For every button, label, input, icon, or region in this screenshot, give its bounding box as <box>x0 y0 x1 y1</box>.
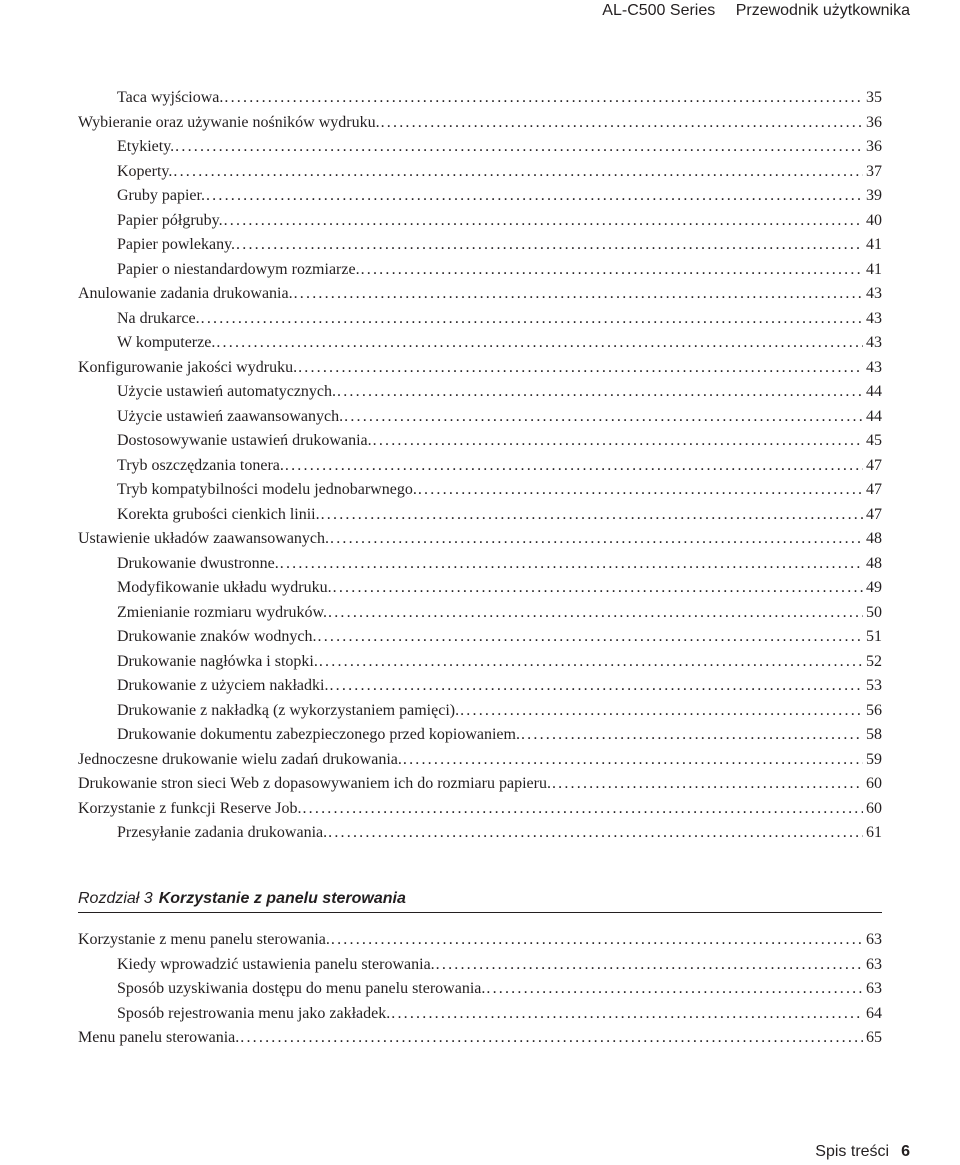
toc-entry[interactable] <box>78 928 882 953</box>
toc-entry-title: Konfigurowanie jakości wydruku. <box>78 358 298 376</box>
toc-leader-dots <box>329 674 863 699</box>
toc-leader-dots <box>294 282 863 307</box>
toc-entry-page: 61 <box>866 824 882 841</box>
toc-entry-title: Drukowanie stron sieci Web z dopasowywaniem ich do rozmiaru papieru. <box>78 775 551 792</box>
toc-leader-dots <box>333 576 863 601</box>
toc-entry-page: 47 <box>866 456 882 474</box>
toc-entry-page: 36 <box>866 138 882 155</box>
toc-entry-title: Drukowanie nagłówka i stopki. <box>117 652 318 670</box>
toc-entry-page: 59 <box>866 750 882 768</box>
toc-leader-dots <box>318 625 864 650</box>
toc-entry-title: Drukowanie znaków wodnych. <box>117 628 317 645</box>
toc-entry-page: 50 <box>866 603 882 621</box>
toc-entry-page: 47 <box>866 505 882 523</box>
toc-leader-dots <box>280 552 863 577</box>
toc-entry[interactable] <box>78 650 882 675</box>
toc-entry[interactable] <box>78 625 882 650</box>
toc-entry-title: Tryb oszczędzania tonera. <box>117 456 284 474</box>
toc-entry-page: 39 <box>866 187 882 204</box>
toc-entry[interactable] <box>78 953 882 978</box>
toc-entry-title: Na drukarce. <box>117 309 200 327</box>
toc-entry[interactable] <box>78 977 882 1002</box>
toc-leader-dots <box>240 1026 863 1051</box>
toc-leader-dots <box>224 209 863 234</box>
toc-entry[interactable] <box>78 527 882 552</box>
toc-entry-page: 60 <box>866 775 882 792</box>
toc-entry-title: Taca wyjściowa. <box>117 89 224 106</box>
toc-leader-dots <box>330 527 863 552</box>
toc-entry[interactable] <box>78 699 882 724</box>
toc-entry[interactable] <box>78 209 882 234</box>
toc-leader-dots <box>403 748 863 773</box>
toc-entry[interactable] <box>78 1026 882 1051</box>
chapter-title: Korzystanie z panelu sterowania <box>158 890 406 907</box>
toc-leader-dots <box>173 160 863 185</box>
toc-entry[interactable] <box>78 429 882 454</box>
toc-leader-dots <box>224 86 863 111</box>
toc-entry-title: Użycie ustawień zaawansowanych. <box>117 407 344 425</box>
product-name: AL-C500 Series <box>602 2 716 19</box>
toc-entry[interactable] <box>78 723 882 748</box>
toc-entry-page: 44 <box>866 383 882 400</box>
toc-entry-title: Ustawienie układów zaawansowanych. <box>78 530 330 547</box>
toc-entry[interactable] <box>78 380 882 405</box>
toc-entry-page: 41 <box>866 260 882 278</box>
toc-entry-title: Korzystanie z funkcji Reserve Job. <box>78 799 302 817</box>
toc-entry-title: Korzystanie z menu panelu sterowania. <box>78 931 330 948</box>
toc-leader-dots <box>337 380 863 405</box>
toc-entry-page: 51 <box>866 628 882 645</box>
table-of-contents <box>78 86 882 846</box>
toc-entry-title: Sposób rejestrowania menu jako zakładek. <box>117 1004 391 1022</box>
toc-leader-dots <box>331 928 863 953</box>
toc-leader-dots <box>328 821 863 846</box>
toc-entry-page: 47 <box>866 481 882 498</box>
toc-leader-dots <box>486 977 863 1002</box>
toc-entry[interactable] <box>78 576 882 601</box>
toc-entry-page: 63 <box>866 931 882 948</box>
toc-entry[interactable] <box>78 307 882 332</box>
toc-entry-title: W komputerze. <box>117 334 216 351</box>
toc-entry-title: Papier półgruby. <box>117 211 223 229</box>
table-of-contents-chapter-3 <box>78 928 882 1051</box>
toc-entry[interactable] <box>78 772 882 797</box>
toc-entry-page: 37 <box>866 162 882 180</box>
toc-entry-page: 52 <box>866 652 882 670</box>
toc-entry-title: Użycie ustawień automatycznych. <box>117 383 337 400</box>
toc-entry-title: Modyfikowanie układu wydruku. <box>117 579 332 596</box>
toc-entry-page: 36 <box>866 113 882 131</box>
toc-entry-page: 48 <box>866 530 882 547</box>
toc-entry-page: 48 <box>866 554 882 572</box>
toc-entry-page: 43 <box>866 285 882 302</box>
toc-entry[interactable] <box>78 503 882 528</box>
toc-leader-dots <box>321 503 863 528</box>
toc-entry[interactable] <box>78 86 882 111</box>
toc-entry[interactable] <box>78 356 882 381</box>
toc-entry-title: Drukowanie dwustronne. <box>117 554 279 572</box>
toc-entry-title: Koperty. <box>117 162 173 180</box>
toc-entry-title: Kiedy wprowadzić ustawienia panelu sterowania. <box>117 955 435 973</box>
toc-entry[interactable] <box>78 233 882 258</box>
toc-entry[interactable] <box>78 405 882 430</box>
toc-leader-dots <box>328 601 863 626</box>
toc-leader-dots <box>436 953 863 978</box>
toc-leader-dots <box>302 797 863 822</box>
toc-entry[interactable] <box>78 748 882 773</box>
toc-entry-title: Tryb kompatybilności modelu jednobarwnego. <box>117 481 417 498</box>
toc-entry-page: 65 <box>866 1029 882 1046</box>
chapter-heading <box>78 886 882 913</box>
chapter-label: Rozdział 3 <box>78 890 153 907</box>
toc-entry-page: 64 <box>866 1004 882 1022</box>
toc-entry-title: Dostosowywanie ustawień drukowania. <box>117 432 372 449</box>
toc-entry-page: 58 <box>866 726 882 743</box>
toc-leader-dots <box>418 478 863 503</box>
guide-title: Przewodnik użytkownika <box>735 2 910 19</box>
toc-entry-page: 43 <box>866 334 882 351</box>
toc-leader-dots <box>175 135 863 160</box>
toc-leader-dots <box>552 772 863 797</box>
toc-entry-page: 45 <box>866 432 882 449</box>
toc-leader-dots <box>201 307 863 332</box>
toc-entry-page: 40 <box>866 211 882 229</box>
toc-entry-page: 63 <box>866 955 882 973</box>
toc-entry[interactable] <box>78 454 882 479</box>
toc-leader-dots <box>344 405 863 430</box>
toc-entry-title: Drukowanie dokumentu zabezpieczonego przed kopiowaniem. <box>117 726 520 743</box>
toc-entry[interactable] <box>78 135 882 160</box>
toc-entry-title: Menu panelu sterowania. <box>78 1029 240 1046</box>
toc-entry-page: 35 <box>866 89 882 106</box>
toc-leader-dots <box>460 699 863 724</box>
toc-entry-page: 53 <box>866 677 882 694</box>
toc-leader-dots <box>319 650 863 675</box>
toc-entry[interactable] <box>78 111 882 136</box>
toc-entry[interactable] <box>78 258 882 283</box>
toc-entry[interactable] <box>78 821 882 846</box>
toc-leader-dots <box>391 1002 863 1027</box>
toc-entry-page: 41 <box>866 236 882 253</box>
toc-entry-page: 60 <box>866 799 882 817</box>
toc-entry[interactable] <box>78 282 882 307</box>
footer-section: Spis treści <box>815 1143 890 1160</box>
toc-entry[interactable] <box>78 478 882 503</box>
toc-entry[interactable] <box>78 797 882 822</box>
toc-entry-page: 43 <box>866 309 882 327</box>
toc-entry-title: Papier o niestandardowym rozmiarze. <box>117 260 360 278</box>
toc-entry[interactable] <box>78 674 882 699</box>
toc-leader-dots <box>206 184 863 209</box>
toc-entry-page: 63 <box>866 980 882 997</box>
toc-entry[interactable] <box>78 184 882 209</box>
toc-entry-title: Korekta grubości cienkich linii. <box>117 505 320 523</box>
toc-leader-dots <box>298 356 863 381</box>
page-footer <box>815 1140 910 1164</box>
toc-entry-title: Przesyłanie zadania drukowania. <box>117 824 328 841</box>
toc-entry-page: 44 <box>866 407 882 425</box>
toc-leader-dots <box>216 331 863 356</box>
toc-entry-page: 56 <box>866 701 882 719</box>
toc-entry-title: Drukowanie z nakładką (z wykorzystaniem pamięci). <box>117 701 460 719</box>
toc-entry-page: 49 <box>866 579 882 596</box>
toc-entry-page: 43 <box>866 358 882 376</box>
toc-entry-title: Jednoczesne drukowanie wielu zadań drukowania. <box>78 750 402 768</box>
toc-entry-title: Etykiety. <box>117 138 175 155</box>
toc-entry-title: Drukowanie z użyciem nakładki. <box>117 677 329 694</box>
toc-entry-title: Sposób uzyskiwania dostępu do menu panelu sterowania. <box>117 980 486 997</box>
toc-leader-dots <box>236 233 863 258</box>
toc-entry[interactable] <box>78 601 882 626</box>
toc-leader-dots <box>373 429 863 454</box>
toc-entry[interactable] <box>78 331 882 356</box>
toc-entry-title: Wybieranie oraz używanie nośników wydruku. <box>78 113 380 131</box>
toc-leader-dots <box>361 258 863 283</box>
toc-entry-title: Anulowanie zadania drukowania. <box>78 285 293 302</box>
toc-entry-title: Gruby papier. <box>117 187 205 204</box>
page-number: 6 <box>901 1143 910 1160</box>
toc-leader-dots <box>381 111 863 136</box>
toc-entry[interactable] <box>78 160 882 185</box>
page-header <box>586 0 910 24</box>
toc-leader-dots <box>521 723 863 748</box>
toc-entry-title: Zmienianie rozmiaru wydruków. <box>117 603 328 621</box>
toc-leader-dots <box>285 454 863 479</box>
toc-entry-title: Papier powlekany. <box>117 236 236 253</box>
toc-entry[interactable] <box>78 1002 882 1027</box>
toc-entry[interactable] <box>78 552 882 577</box>
